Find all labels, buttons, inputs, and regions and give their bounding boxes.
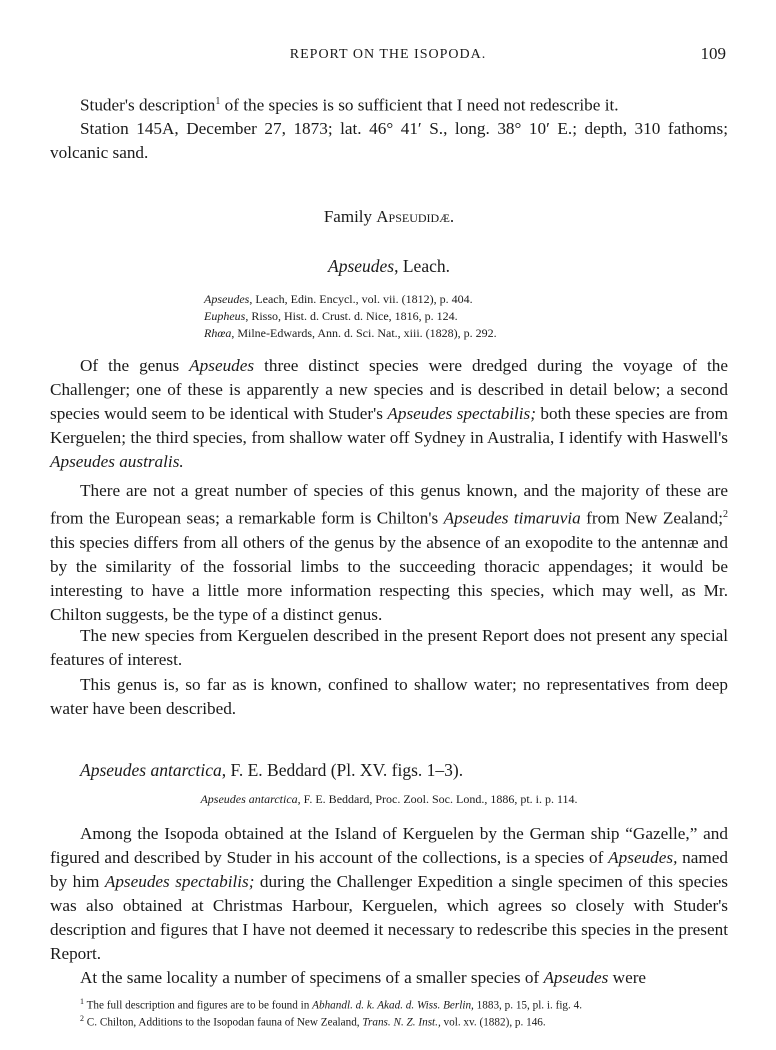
family-name: Apseudidæ. <box>376 207 455 226</box>
paragraph-new-species: The new species from Kerguelen described in the present Report does not present any special features of interest. <box>50 626 728 669</box>
genus-name: Apseudes <box>328 256 395 276</box>
footnote-1: $^1$ The full description and figures are to be found in Abhandl. d. k. Akad. d. Wiss. Berlin, 1883, p. 15, pl. i. fig. 4. <box>80 997 583 1012</box>
footnote-2: $^2$ C. Chilton, Additions to the Isopodan fauna of New Zealand, Trans. N. Z. Inst., vol. xv. (1882), p. 146. <box>80 1014 546 1029</box>
synonymy-entry: Rhœa, Milne-Edwards, Ann. d. Sci. Nat., xiii. (1828), p. 292. <box>204 326 497 340</box>
intro-line: Studer's description$^1$ of the species is so sufficient that I need not redescribe it. <box>80 95 619 115</box>
footnote-ref-2: 2 <box>722 509 728 520</box>
page-number: 109 <box>700 44 726 63</box>
genus-heading: Apseudes, Leach. <box>328 256 450 276</box>
running-title: REPORT ON THE ISOPODA. <box>289 47 487 62</box>
station-paragraph: Station 145A, December 27, 1873; lat. 46° 41′ S., long. 38° 10′ E.; depth, 310 fathoms; volcanic sand. <box>50 119 728 162</box>
species-heading: Apseudes antarctica, F. E. Beddard (Pl. XV. figs. 1–3). <box>80 760 464 780</box>
family-heading: Family Apseudidæ. <box>323 207 455 226</box>
paragraph-distribution: This genus is, so far as is known, confined to shallow water; no representatives from deep water have been described. <box>50 675 728 718</box>
running-header <box>50 44 726 68</box>
footnote-ref-1: 1 <box>215 96 221 107</box>
paragraph-species-known: There are not a great number of species of this genus known, and the majority of these are from the European seas; a remarkable form is Chilton's Apseudes timaruvia from New Zealand;$^2$ this species differs from all others of the genus by the absence of an exopodite to the antennæ and by the similarity of the fossorial limbs to the succeeding thoracic appendages; it would be interesting to have a little more information respecting this species, which may well, as Mr. Chilton suggests, be the type of a distinct genus. <box>50 481 728 624</box>
paragraph-locality: At the same locality a number of specimens of a smaller species of Apseudes were <box>80 968 647 987</box>
species-reference: Apseudes antarctica, F. E. Beddard, Proc. Zool. Soc. Lond., 1886, pt. i. p. 114. <box>200 792 578 806</box>
paragraph-kerguelen: Among the Isopoda obtained at the Island of Kerguelen by the German ship “Gazelle,” and figured and described by Studer in his account of the collections, is a species of Apseudes, named by him Apseudes spectabilis; during the Challenger Expedition a single specimen of this species was also obtained at Christmas Harbour, Kerguelen, which agrees so closely with Studer's description and figures that I have not deemed it necessary to redescribe this species in the present Report. <box>50 824 728 963</box>
species-name: Apseudes antarctica <box>80 760 222 780</box>
synonymy-entry: Apseudes, Leach, Edin. Encycl., vol. vii. (1812), p. 404. <box>204 292 473 306</box>
synonymy-entry: Eupheus, Risso, Hist. d. Crust. d. Nice, 1816, p. 124. <box>204 309 458 323</box>
paragraph-genus-overview: Of the genus Apseudes three distinct species were dredged during the voyage of the Challenger; one of these is apparently a new species and is described in detail below; a second species would seem to be identical with Studer's Apseudes spectabilis; both these species are from Kerguelen; the third species, from shallow water off Sydney in Australia, I identify with Haswell's Apseudes australis. <box>50 356 729 471</box>
